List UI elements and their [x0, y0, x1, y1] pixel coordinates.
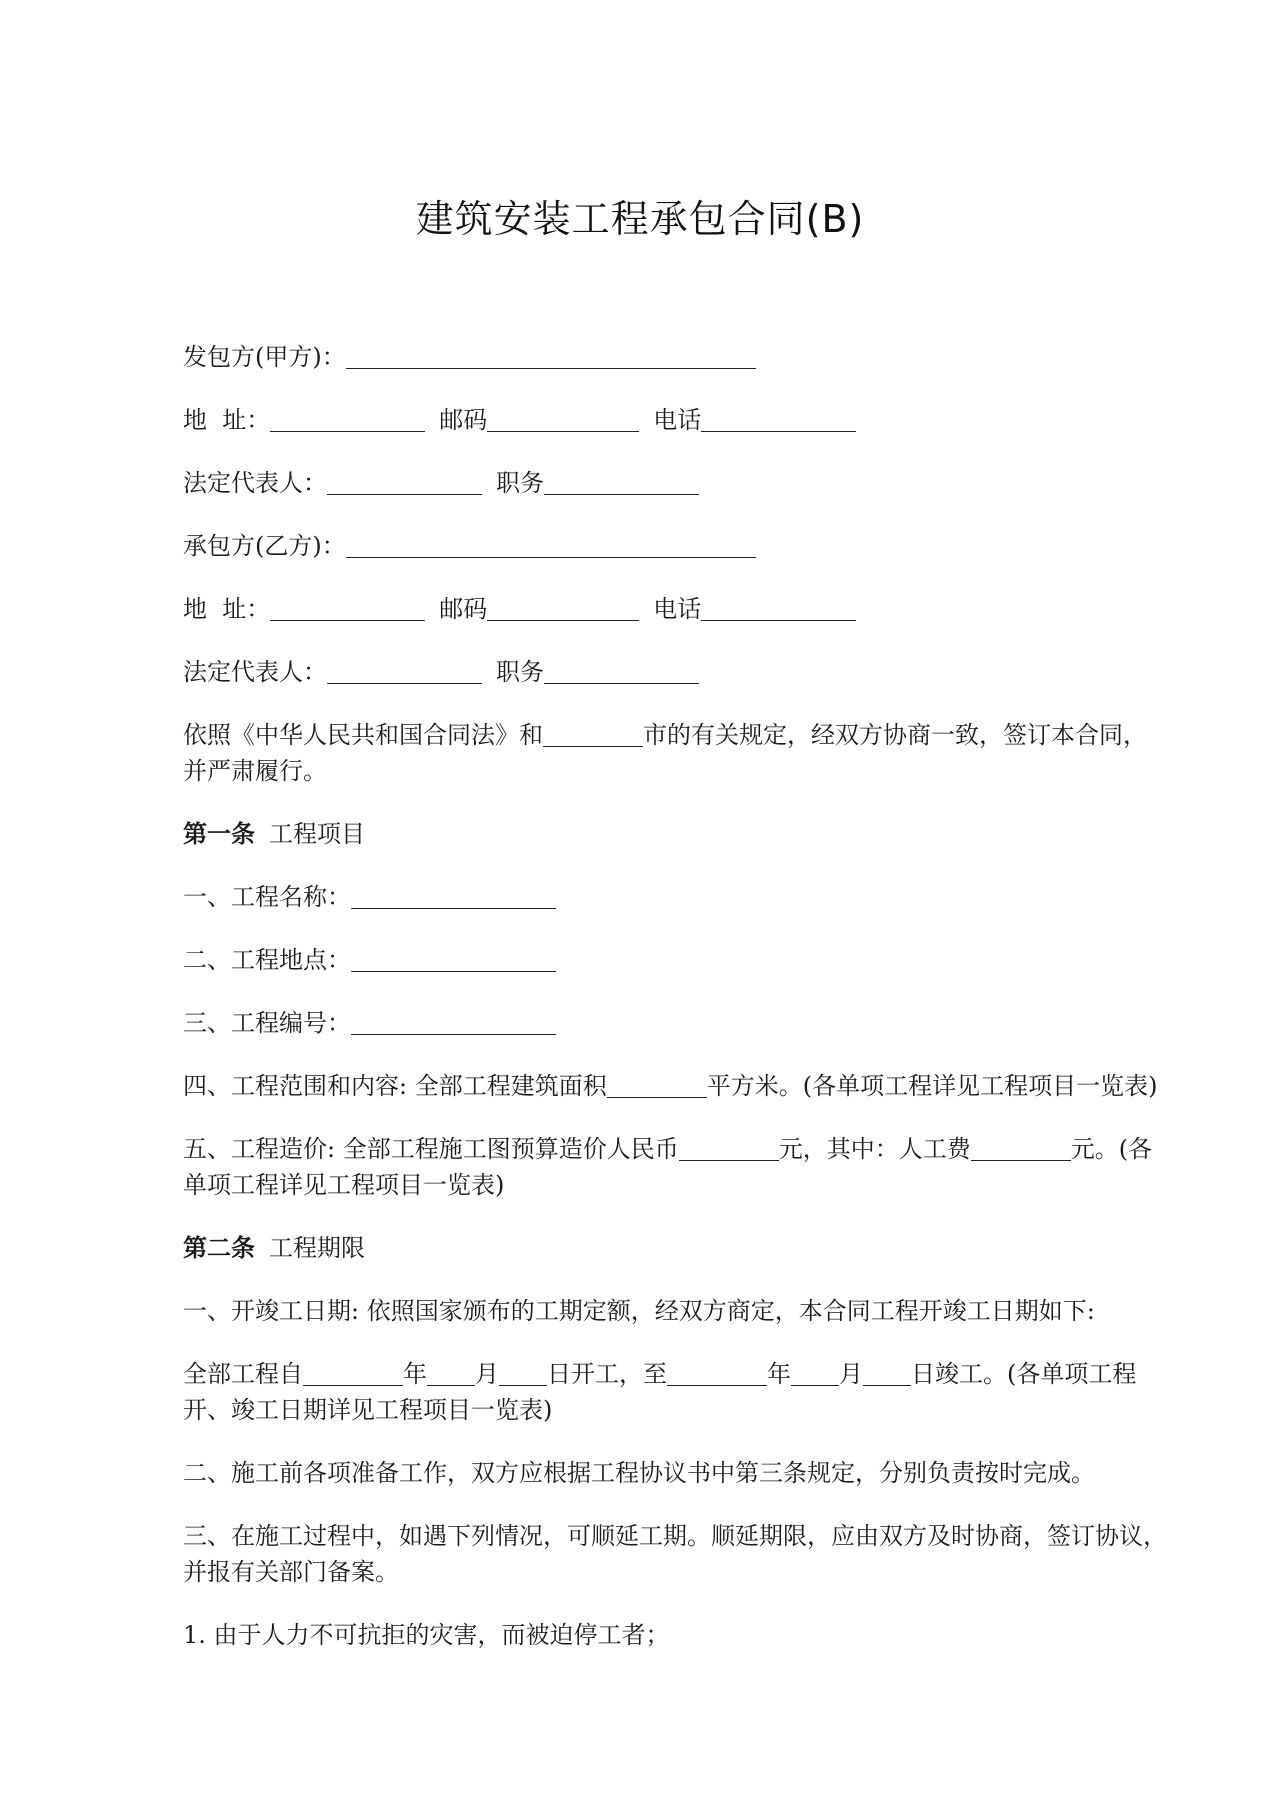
end-month-label: 月: [839, 1360, 863, 1388]
project-location-blank[interactable]: [351, 947, 556, 972]
end-day-blank[interactable]: [863, 1361, 911, 1386]
party-a-position-label: 职务: [496, 469, 544, 497]
party-a-label: 发包方(甲方)：: [183, 343, 346, 371]
party-b-postcode-blank[interactable]: [487, 596, 639, 621]
party-b-rep-blank[interactable]: [327, 659, 482, 684]
project-scope-paragraph: [183, 1068, 1168, 1104]
city-blank[interactable]: [543, 722, 643, 747]
party-a-blank[interactable]: [346, 344, 756, 369]
intro-part2: 市的有关规定，经双方协商一致，签订本合同，并严肃履行。: [183, 721, 1147, 785]
party-b-phone-blank[interactable]: [701, 596, 856, 621]
party-a-rep-label: 法定代表人：: [183, 469, 327, 497]
area-blank[interactable]: [607, 1073, 707, 1098]
dates-p1: 全部工程自: [183, 1360, 303, 1388]
party-b-line: [183, 528, 1168, 564]
article2-heading-line: [183, 1230, 1168, 1266]
dates-paragraph: [183, 1356, 1168, 1428]
party-a-address-label: 地 址：: [183, 406, 271, 434]
party-b-phone-label: 电话: [653, 595, 702, 623]
cost-part1: 五、工程造价: 全部工程施工图预算造价人民币: [183, 1135, 679, 1163]
project-name-blank[interactable]: [351, 884, 556, 909]
party-b-blank[interactable]: [346, 533, 756, 558]
article2-item3-1: 1. 由于人力不可抗拒的灾害，而被迫停工者；: [183, 1621, 670, 1649]
project-name-line: [183, 879, 1168, 915]
article2-title: 工程期限: [269, 1234, 365, 1262]
party-a-phone-blank[interactable]: [701, 407, 856, 432]
party-b-postcode-label: 邮码: [439, 595, 488, 623]
start-day-label: 日开工，至: [547, 1360, 667, 1388]
party-b-address-label: 地 址：: [183, 595, 271, 623]
party-b-label: 承包方(乙方)：: [183, 532, 346, 560]
party-b-position-label: 职务: [496, 658, 544, 686]
project-location-line: [183, 942, 1168, 978]
start-year-label: 年: [403, 1360, 427, 1388]
scope-part1: 四、工程范围和内容: 全部工程建筑面积: [183, 1072, 607, 1100]
party-a-position-blank[interactable]: [544, 470, 699, 495]
intro-paragraph: [183, 717, 1168, 789]
intro-part1: 依照《中华人民共和国合同法》和: [183, 721, 543, 749]
cost-part2: 元，其中：人工费: [778, 1135, 971, 1163]
party-a-phone-label: 电话: [653, 406, 702, 434]
article2-item3: 三、在施工过程中，如遇下列情况，可顺延工期。顺延期限，应由双方及时协商，签订协议，并报有关部门备案。: [183, 1522, 1167, 1586]
article1-title: 工程项目: [269, 820, 365, 848]
end-year-label: 年: [767, 1360, 791, 1388]
article1-heading: 第一条: [183, 820, 255, 848]
start-month-blank[interactable]: [427, 1361, 475, 1386]
document-body: [183, 339, 1168, 1653]
project-location-label: 二、工程地点：: [183, 946, 351, 974]
party-b-address-line: [183, 591, 1168, 627]
start-month-label: 月: [475, 1360, 499, 1388]
party-b-position-blank[interactable]: [544, 659, 699, 684]
article2-item1: 一、开竣工日期: 依照国家颁布的工期定额，经双方商定，本合同工程开竣工日期如下:: [183, 1297, 1095, 1325]
project-number-blank[interactable]: [351, 1010, 556, 1035]
cost-part3: 元。(各单项工程详见工程项目一览表): [183, 1135, 1153, 1199]
party-a-line: [183, 339, 1168, 375]
party-a-rep-line: [183, 465, 1168, 501]
end-year-blank[interactable]: [667, 1361, 767, 1386]
project-number-label: 三、工程编号：: [183, 1009, 351, 1037]
document-title: 建筑安装工程承包合同(B): [415, 197, 865, 241]
party-b-address-blank[interactable]: [270, 596, 425, 621]
party-b-rep-label: 法定代表人：: [183, 658, 327, 686]
end-month-blank[interactable]: [791, 1361, 839, 1386]
party-a-address-blank[interactable]: [270, 407, 425, 432]
party-a-postcode-label: 邮码: [439, 406, 488, 434]
total-cost-blank[interactable]: [679, 1136, 779, 1161]
project-number-line: [183, 1005, 1168, 1041]
article2-item2: 二、施工前各项准备工作，双方应根据工程协议书中第三条规定，分别负责按时完成。: [183, 1459, 1095, 1487]
project-cost-paragraph: [183, 1131, 1168, 1203]
start-day-blank[interactable]: [499, 1361, 547, 1386]
project-name-label: 一、工程名称：: [183, 883, 351, 911]
article2-heading: 第二条: [183, 1234, 255, 1262]
end-day-label: 日竣工。(各单项工程开、竣工日期详见工程项目一览表): [183, 1360, 1137, 1424]
scope-part2: 平方米。(各单项工程详见工程项目一览表): [706, 1072, 1158, 1100]
party-a-postcode-blank[interactable]: [487, 407, 639, 432]
labor-cost-blank[interactable]: [971, 1136, 1071, 1161]
party-a-rep-blank[interactable]: [327, 470, 482, 495]
start-year-blank[interactable]: [303, 1361, 403, 1386]
party-b-rep-line: [183, 654, 1168, 690]
party-a-address-line: [183, 402, 1168, 438]
article1-heading-line: [183, 816, 1168, 852]
